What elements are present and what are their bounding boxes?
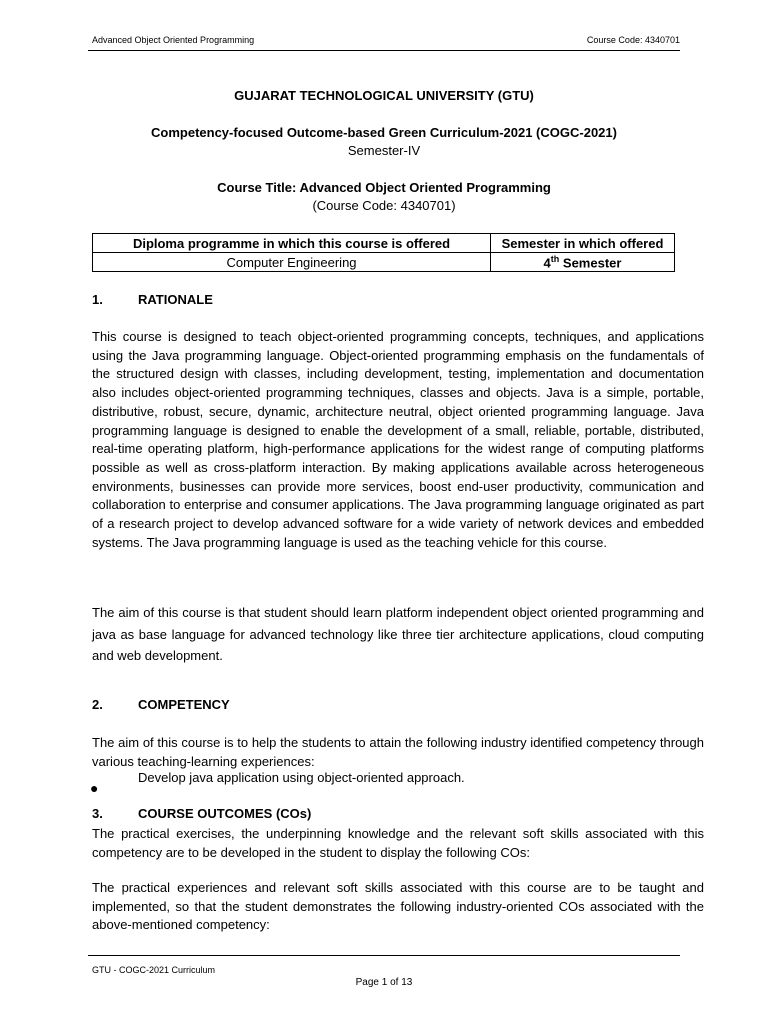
header-divider: [88, 50, 680, 51]
offer-table-semester: [491, 253, 675, 272]
rationale-paragraph-1: This course is designed to teach object-oriented programming concepts, techniques, and applications using the Java programming language. Object-oriented programming emphasis on the fundamentals of the structured design with classes, including development, testing, implementation and documentation also includes object-oriented programming techniques, classes and objects. Java is a simple, portable, distributive, robust, secure, dynamic, architecture neutral, object oriented programming language. Java programming language is designed to enable the development of a small, reliable, portable, distributed, real-time operating platform, high-performance applications for the widest range of computing platforms possible as well as cross-platform interaction. By making applications available across heterogeneous environments, businesses can provide more services, boost end-user productivity, communication and collaboration to enterprise and consumer applications. The Java programming language originated as part of a research project to develop advanced software for a wide variety of network devices and embedded systems. The Java programming language is used as the teaching vehicle for this course.: [92, 329, 704, 550]
offer-table-programme: Computer Engineering: [93, 253, 491, 272]
offer-table-header-semester: Semester in which offered: [491, 234, 675, 253]
outcomes-paragraph-1: The practical exercises, the underpinning knowledge and the relevant soft skills associated with this competency are to be developed in the student to display the following COs:: [92, 826, 704, 860]
outcomes-paragraph-2: The practical experiences and relevant soft skills associated with this course are to be taught and implemented, so that the student demonstrates the following industry-oriented COs associated with the above-mentioned competency:: [92, 880, 704, 933]
footer-curriculum: GTU - COGC-2021 Curriculum: [92, 965, 216, 975]
page-number: Page 1 of 13: [355, 977, 413, 988]
semester-ordinal: th: [550, 253, 560, 264]
semester-number: 4: [543, 255, 551, 271]
offer-table-header-programme: Diploma programme in which this course is offered: [93, 234, 491, 253]
section-competency-heading: [92, 697, 230, 712]
course-title: Course Title: Advanced Object Oriented Programming: [217, 180, 551, 195]
offer-table: [92, 233, 675, 272]
section-number: 3.: [92, 806, 103, 821]
competency-paragraph: The aim of this course is to help the students to attain the following industry identified competency through various teaching-learning experiences:: [92, 735, 704, 769]
course-code: (Course Code: 4340701): [312, 198, 456, 213]
header-course-code: Course Code: 4340701: [586, 35, 680, 45]
section-number: 2.: [92, 697, 103, 712]
semester-word: Semester: [559, 255, 622, 271]
bullet-dot-icon: ●: [90, 780, 99, 796]
section-title: COURSE OUTCOMES (COs): [138, 806, 312, 821]
semester-label: Semester-IV: [347, 143, 421, 158]
curriculum-title: Competency-focused Outcome-based Green Curriculum-2021 (COGC-2021): [151, 125, 617, 140]
header-course-name: Advanced Object Oriented Programming: [92, 35, 255, 45]
rationale-paragraph-2: The aim of this course is that student should learn platform independent object oriented programming and java as base language for advanced technology like three tier architecture applications, cloud computing and web development.: [92, 605, 704, 663]
section-outcomes-heading: [92, 806, 311, 821]
competency-bullet: Develop java application using object-oriented approach.: [138, 770, 465, 785]
section-number: 1.: [92, 292, 103, 307]
section-title: COMPETENCY: [138, 697, 230, 712]
footer-divider: [88, 955, 680, 956]
university-title: GUJARAT TECHNOLOGICAL UNIVERSITY (GTU): [234, 88, 534, 103]
section-rationale-heading: [92, 292, 213, 307]
section-title: RATIONALE: [138, 292, 213, 307]
